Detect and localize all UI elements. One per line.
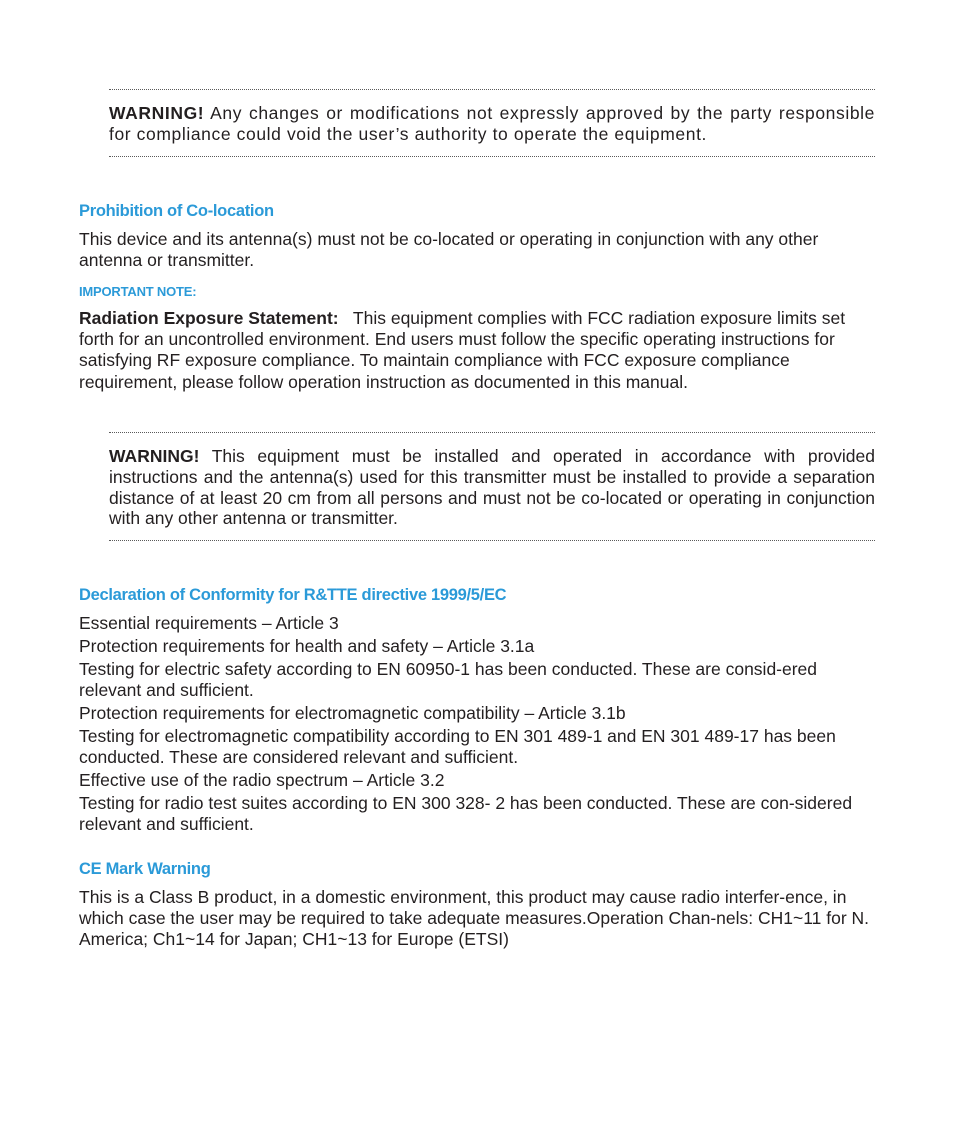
colocation-heading: Prohibition of Co-location bbox=[79, 202, 274, 220]
warning-text-2 bbox=[109, 446, 875, 529]
warning-text-1 bbox=[109, 103, 875, 145]
doc-item: Testing for electromagnetic compatibility according to EN 301 489-1 and EN 301 489-17 has been conducted. These are considered relevant and sufficient. bbox=[79, 725, 836, 767]
doc-item: Essential requirements – Article 3 bbox=[79, 613, 339, 633]
doc-item: Protection requirements for electromagnetic compatibility – Article 3.1b bbox=[79, 702, 626, 723]
warning-body-2: This equipment must be installed and operated in accordance with provided instructions and the antenna(s) used for this transmitter must be installed to provide a separation distance of at least 20 cm from all persons and must not be co-located or operating in conjunction with any other antenna or transmitter. bbox=[109, 446, 875, 529]
doc-heading: Declaration of Conformity for R&TTE directive 1999/5/EC bbox=[79, 586, 507, 604]
ce-mark-body: This is a Class B product, in a domestic environment, this product may cause radio interfer-ence, in which case the user may be required to take adequate measures.Operation Chan-nels: CH1~11 for N. America; Ch1~14 for Japan; CH1~13 for Europe (ETSI) bbox=[79, 887, 870, 950]
doc-item: Testing for electric safety according to EN 60950-1 has been conducted. These are consid-ered relevant and sufficient. bbox=[79, 658, 818, 700]
doc-item: Testing for radio test suites according to EN 300 328- 2 has been conducted. These are con-sidered relevant and sufficient. bbox=[79, 792, 853, 834]
radiation-statement bbox=[79, 308, 874, 393]
doc-requirements-list bbox=[79, 613, 874, 837]
warning-label-1: WARNING! bbox=[109, 103, 205, 123]
divider-bottom-1 bbox=[109, 156, 875, 157]
warning-box-1 bbox=[109, 103, 875, 145]
colocation-body: This device and its antenna(s) must not be co-located or operating in conjunction with any other antenna or transmitter. bbox=[79, 229, 819, 271]
doc-item: Effective use of the radio spectrum – Article 3.2 bbox=[79, 769, 445, 790]
warning-body-1: Any changes or modifications not expressly approved by the party responsible for compliance could void the user’s authority to operate the equipment. bbox=[109, 103, 875, 144]
radiation-statement-label: Radiation Exposure Statement: bbox=[79, 308, 339, 328]
doc-item: Protection requirements for health and safety – Article 3.1a bbox=[79, 635, 535, 656]
important-note-heading: IMPORTANT NOTE: bbox=[79, 284, 197, 299]
divider-top-2 bbox=[109, 432, 875, 433]
warning-label-2: WARNING! bbox=[109, 446, 200, 466]
ce-mark-heading: CE Mark Warning bbox=[79, 860, 211, 878]
divider-bottom-2 bbox=[109, 540, 875, 541]
warning-box-2 bbox=[109, 446, 875, 529]
divider-top-1 bbox=[109, 89, 875, 90]
radiation-statement-text: This equipment complies with FCC radiation exposure limits set forth for an uncontrolled environment. End users must follow the specific operating instructions for satisfying RF exposure compliance. To maintain compliance with FCC exposure compliance requirement, please follow operation instruction as documented in this manual. bbox=[79, 308, 846, 392]
